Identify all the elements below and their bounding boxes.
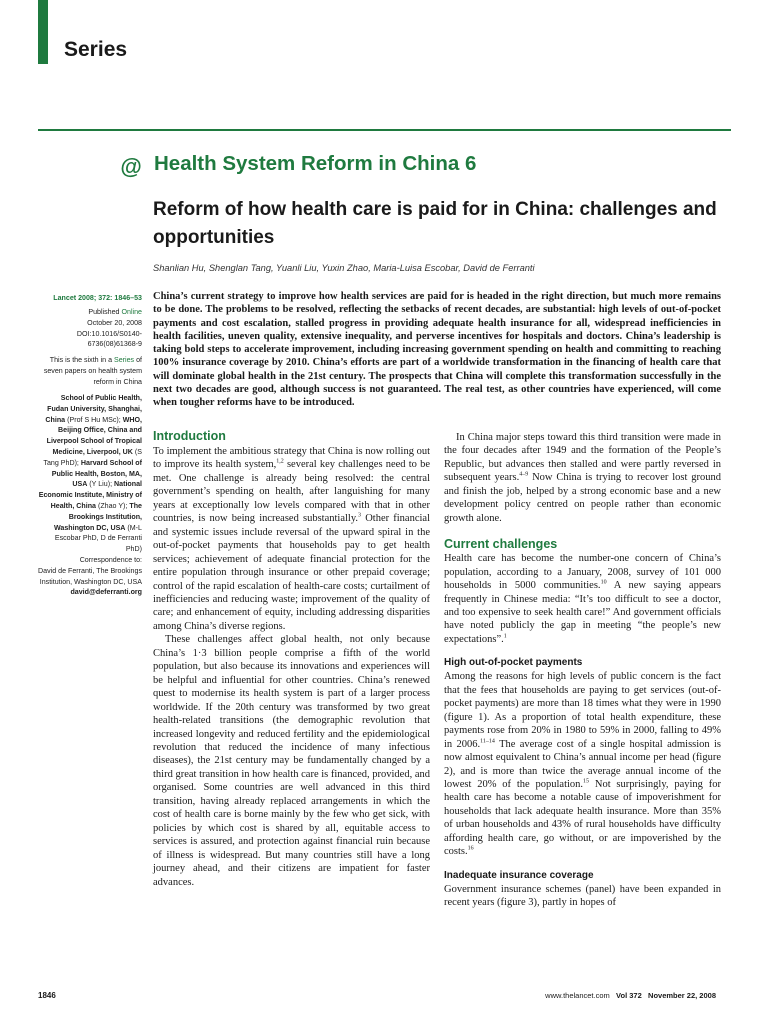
paragraph: These challenges affect global health, not only because China’s 1·3 billion people comprise a fifth of the world population, but also because its innovations and experiences will be helpful and influential for other countries. China’s renewed quest to modernise its health system is part of a larger process worldwide. If the 20th century was transformed by two great health-related transitions (the demographic revolution that increased longevity and reduced fertility and the epidemiological revolution that reduced the incidence of many infectious diseases), the 21st century may be fundamentally changed by a third great transition in how health care is financed, provided, and organised. Some countries are well advanced in this third transition, having already replaced arrangements in which the cost of health care is borne mainly by the few who get sick, with policies by which cost is shared by all, equitable access to services is assured, and protection against financial ruin because of illness is widespread. But many countries still have a long journey ahead, and their citizens are impatient for faster advances. <box>153 634 430 888</box>
affiliation-people: (M-L Escobar PhD, D de Ferranti PhD) <box>54 523 142 554</box>
paragraph <box>444 670 721 858</box>
series-label: Series <box>64 38 128 61</box>
text: Now China is trying to recover lost ground and finish the job, helped by a strong economic base and a new development policy centred on people rather than economic growth alone. <box>444 472 721 524</box>
affiliation-people: (S Tang PhD); <box>43 447 142 467</box>
published-label: Published <box>88 308 122 316</box>
text: several key challenges need to be met. One challenge is already being resolved: the central government’s spending on health, after languishing for many years at exceptionally low levels compared with that in other countries, is now being increased substantially. <box>153 459 430 525</box>
reference-marker[interactable]: 1,2 <box>276 458 284 465</box>
series-note <box>38 355 142 387</box>
affiliation-people: (Zhao Y); <box>95 501 130 510</box>
citation: Lancet 2008; 372: 1846–53 <box>53 294 142 302</box>
published-date: October 20, 2008 <box>87 318 142 327</box>
journal-site[interactable]: www.thelancet.com <box>545 991 610 1000</box>
correspondence-address: David de Ferranti, The Brookings Institution, Washington DC, USA <box>38 566 142 586</box>
volume: Vol 372 <box>616 991 642 1000</box>
page-number: 1846 <box>38 991 56 1000</box>
online-at-icon: @ <box>120 154 142 179</box>
header-divider <box>38 129 731 131</box>
reference-marker[interactable]: 1 <box>503 633 507 640</box>
reference-marker[interactable]: 16 <box>467 845 474 852</box>
series-note-text: of seven papers on health system reform in China <box>43 356 142 386</box>
body-column-right <box>444 431 721 910</box>
affiliation-people: (Y Liu); <box>87 480 115 489</box>
online-link[interactable]: Online <box>121 308 142 316</box>
subsection-heading-out-of-pocket: High out-of-pocket payments <box>444 657 583 669</box>
body-column-left <box>153 445 430 889</box>
affiliation-org: WHO, Beijing Office, China and Liverpool School of Tropical Medicine, Liverpool, UK <box>46 415 142 456</box>
affiliation-people: (Prof S Hu MSc); <box>65 415 123 424</box>
section-heading-current-challenges: Current challenges <box>444 537 558 552</box>
text: Other financial and systemic issues include reversal of the upward spiral in the out-of-pocket payments that households pay to get health services; achievement of adequate financial protection for the entire population through insurance or other prepaid coverage; control of the rapid escalation of health-care costs; curtailment of inefficiencies and reducing waste; improvement of the quality of care; and enhancement of equity, including addressing disparities among China’s diverse regions. <box>153 513 430 632</box>
affiliation-org: National Economic Institute, Ministry of Health, China <box>38 480 142 510</box>
reference-marker[interactable]: 10 <box>600 579 607 586</box>
correspondence-label: Correspondence to: <box>79 556 142 564</box>
text: To implement the ambitious strategy that China is now rolling out to improve its health system, <box>153 446 430 471</box>
series-link[interactable]: Series <box>114 356 135 364</box>
text: A new saying appears frequently in Chinese media: “It’s too difficult to see a doctor, and too expensive to seek health care!” And government officials have noted publicly the gap in meeting “the people’s new expectations”. <box>444 580 721 645</box>
text: Health care has become the number-one concern of China’s population, according to a January, 2008, survey of 101 000 households in 5000 communities. <box>444 553 721 592</box>
affiliation-org: The Brookings Institution, Washington DC, USA <box>53 501 142 532</box>
paragraph: Government insurance schemes (panel) have been expanded in recent years (figure 3), partly in hopes of <box>444 883 721 909</box>
text: In China major steps toward this third transition were made in the four decades after 1949 and the formation of the People’s Republic, but advances then stalled and were partly reversed in subsequent years. <box>444 432 721 484</box>
article-title: Reform of how health care is paid for in China: challenges and opportunities <box>153 199 717 248</box>
journal-footer <box>545 991 716 1000</box>
subsection-heading-insurance: Inadequate insurance coverage <box>444 869 594 881</box>
abstract: China’s current strategy to improve how health services are paid for is headed in the right direction, but much more remains to be done. The problems to be resolved, reflecting the setbacks of recent decades, are substantial: high levels of out-of-pocket payments and cost escalation, stalled progress in providing adequate health insurance for all, widespread inefficiencies in health facilities, uneven quality, extensive inequality, and perverse incentives for hospitals and doctors. China’s leadership is taking bold steps to accelerate improvement, including increasing government spending on health and committing to reaching 100% insurance coverage by 2010. China’s efforts are part of a worldwide transformation in the financing of health care that will dominate global health in the 21st century. The prospects that China will complete this transformation successfully in the next two decades are good, although success is not guaranteed. The real test, as other countries have experienced, will come when tougher reforms have to be introduced. <box>153 291 721 409</box>
publication-info <box>38 307 142 350</box>
reference-marker[interactable]: 4–9 <box>519 471 529 478</box>
author-list: Shanlian Hu, Shenglan Tang, Yuanli Liu, Yuxin Zhao, Maria-Luisa Escobar, David de Ferranti <box>153 263 535 273</box>
text: Among the reasons for high levels of public concern is the fact that the fees that households are paying to get services (out-of-pocket payments) are more than 18 times what they were in 1990 (figure 1). As a proportion of total health expenditure, these payments rose from 20% in 1980 to 59% in 2000, falling to 49% in 2006. <box>444 671 721 750</box>
series-color-bar <box>38 0 48 64</box>
reference-marker[interactable]: 3 <box>358 512 362 519</box>
series-note-text: This is the sixth in a <box>49 356 114 364</box>
section-heading-introduction: Introduction <box>153 429 226 443</box>
reference-marker[interactable]: 15 <box>583 778 590 785</box>
issue-date: November 22, 2008 <box>648 991 716 1000</box>
correspondence-email[interactable]: david@deferranti.org <box>70 588 142 597</box>
paragraph <box>444 552 721 646</box>
text: Not surprisingly, paying for health care has become a notable cause of impoverishment for households that lack adequate health insurance. More than 35% of urban households and 43% of rural households have difficulty affording health care, go without, or are impoverished by the costs. <box>444 778 721 858</box>
series-title: Health System Reform in China 6 <box>154 152 477 175</box>
reference-marker[interactable]: 11–14 <box>480 738 495 745</box>
paragraph <box>444 431 721 525</box>
paragraph <box>153 445 430 633</box>
affiliation-org: Harvard School of Public Health, Boston, MA, USA <box>51 458 142 489</box>
text: The average cost of a single hospital admission is now almost equivalent to China’s annual income per head (figure 2), and is more than twice the average annual income of the lowest 20% of the population. <box>444 738 721 790</box>
affiliations <box>38 393 142 555</box>
affiliation-org: School of Public Health, Fudan University, Shanghai, China <box>45 394 142 424</box>
doi[interactable]: DOI:10.1016/S0140-6736(08)61368-9 <box>76 329 142 349</box>
correspondence <box>38 555 142 598</box>
